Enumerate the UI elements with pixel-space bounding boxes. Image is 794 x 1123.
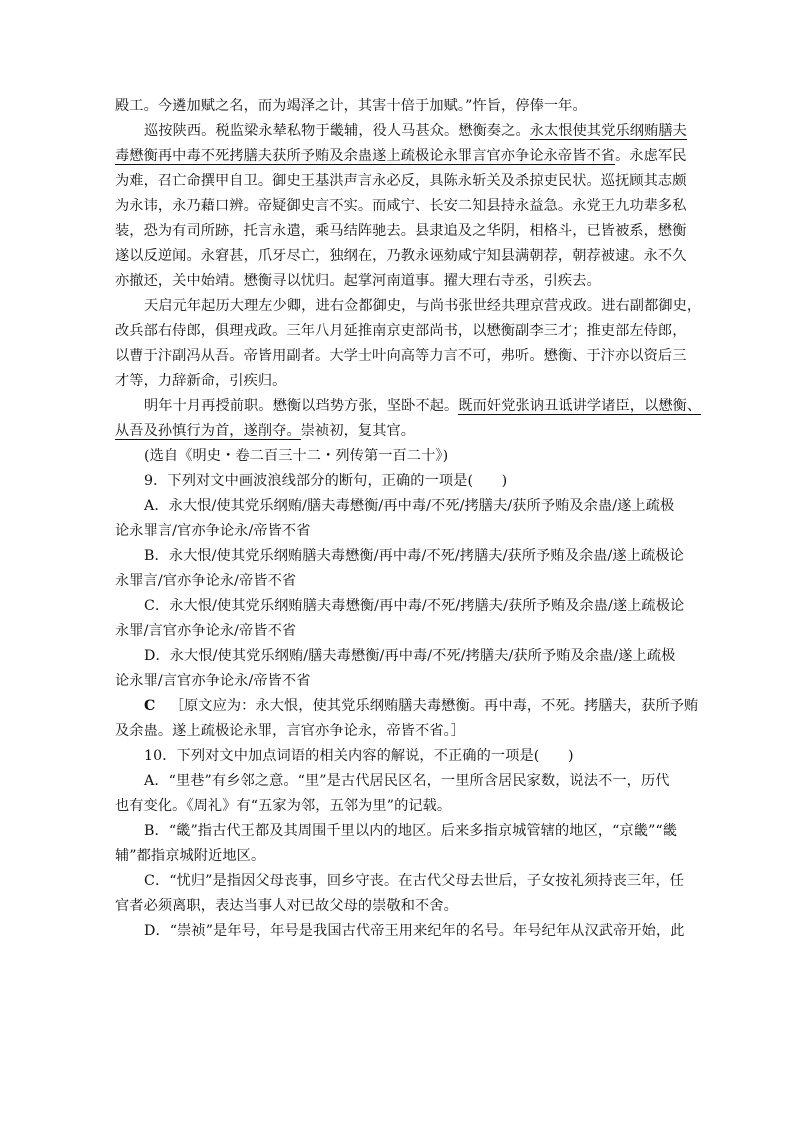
- q9-option-c: C．永大恨/使其党乐纲贿膳夫毒懋衡/再中毒/不死/拷膳夫/获所予贿及余蛊/遂上疏极论: [144, 598, 685, 614]
- q10-option-c-cont: 官者必须离职，表达当事人对已故父母的崇敬和不舍。: [115, 898, 458, 914]
- question-9-stem: 9．下列对文中画波浪线部分的断句，正确的一项是( ): [144, 473, 508, 489]
- passage-line: 才等，力辞新命，引疾归。: [115, 373, 287, 389]
- q9-option-a-cont: 论永罪言/官亦争论永/帝皆不省: [115, 523, 311, 539]
- passage-line: 改兵部右侍郎，俱理戎政。三年八月延推南京吏部尚书，以懋衡副李三才；推吏部左侍郎，: [115, 323, 687, 339]
- q10-option-c: C．“忧归”是指因父母丧事，回乡守丧。在古代父母去世后，子女按礼须持丧三年，任: [144, 873, 685, 889]
- question-10-stem: 10．下列对文中加点词语的相关内容的解说，不正确的一项是( ): [144, 748, 574, 764]
- q9-option-a: A．永大恨/使其党乐纲贿/膳夫毒懋衡/再中毒/不死/拷膳夫/获所予贿及余蛊/遂上疏极: [144, 498, 675, 514]
- q9-answer: [115, 694, 699, 719]
- underlined-text: 既而奸党张讷丑诋讲学诸臣，以懋衡、: [458, 398, 702, 414]
- q10-option-d: D．“崇祯”是年号，年号是我国古代帝王用来纪年的名号。年号纪年从汉武帝开始，此: [144, 923, 685, 939]
- q10-option-b-cont: 辅”都指京城附近地区。: [115, 848, 266, 864]
- passage-line: [115, 144, 687, 169]
- passage-line: [115, 119, 687, 144]
- wavy-underlined-text: 毒懋衡再中毒不死拷膳夫获所予贿及余蛊遂上疏极论永罪言官亦争论永帝皆不省: [115, 148, 616, 164]
- underlined-text: 从吾及孙慎行为首，遂削夺。: [115, 423, 301, 439]
- passage-line: 为难，召亡命撰甲自卫。御史王基洪声言永必反，具陈永斩关及杀掠吏民状。巡抚顾其志颇: [115, 173, 687, 189]
- answer-letter: C: [144, 698, 156, 714]
- passage-text: 。永虑军民: [615, 148, 687, 164]
- document-page: [115, 94, 702, 944]
- q10-option-a-cont: 也有变化。《周礼》有“五家为邻，五邻为里”的记载。: [115, 798, 452, 814]
- q9-answer-cont: 及余蛊。遂上疏极论永罪，言官亦争论永，帝皆不省。］: [115, 723, 466, 739]
- passage-line: 殿工。今遴加赋之名，而为竭泽之计，其害十倍于加赋。”忤旨，停俸一年。: [115, 98, 587, 114]
- passage-text: 巡按陕西。税监梁永辇私物于畿辅，役人马甚众。懋衡奏之。: [144, 123, 530, 139]
- q10-option-b: B．“畿”指古代王都及其周围千里以内的地区。后来多指京城管辖的地区，“京畿”“畿: [144, 823, 678, 839]
- q9-option-d: D．永大恨/使其党乐纲贿/膳夫毒懋衡/再中毒/不死/拷膳夫/获所予贿及余蛊/遂上疏极: [144, 648, 676, 664]
- source-citation: (选自《明史・卷二百三十二・列传第一百二十》): [144, 448, 449, 464]
- q9-option-b: B．永大恨/使其党乐纲贿膳夫毒懋衡/再中毒/不死/拷膳夫/获所予贿及余蛊/遂上疏极论: [144, 548, 684, 564]
- passage-line: 装，恐为有司所跡，托言永遣，乘马结阵驰去。县隶追及之华阴，相格斗，已皆被系，懋衡: [115, 223, 687, 239]
- passage-text: 崇祯初，复其官。: [300, 423, 416, 439]
- wavy-underlined-text: 永太恨使其党乐纲贿膳夫: [529, 123, 687, 139]
- q10-option-a: A．“里巷”有乡邻之意。“里”是古代居民区名，一里所含居民家数，说法不一，历代: [144, 773, 670, 789]
- passage-text: 明年十月再授前职。懋衡以珰势方张，坚卧不起。: [144, 398, 459, 414]
- q9-option-d-cont: 论永罪/言官亦争论永/帝皆不省: [115, 673, 311, 689]
- passage-line: 遂以反逆闻。永窘甚，爪牙尽亡，独纲在，乃教永诬劾咸宁知县满朝荐，朝荐被逮。永不久: [115, 248, 687, 264]
- passage-line: 亦撤还，关中始靖。懋衡寻以忧归。起掌河南道事。擢大理右寺丞，引疾去。: [115, 273, 601, 289]
- passage-line: 以曹于汴副冯从吾。帝皆用副者。大学士叶向高等力言不可，弗听。懋衡、于汴亦以资后三: [115, 348, 687, 364]
- q9-option-b-cont: 永罪言/官亦争论永/帝皆不省: [115, 573, 297, 589]
- passage-line: 为永讳，永乃藉口辨。帝疑御史言不实。而咸宁、长安二知县持永益急。永党王九功辈多私: [115, 198, 687, 214]
- answer-explanation: ［原文应为：永大恨，使其党乐纲贿膳夫毒懋衡。再中毒，不死。拷膳夫，获所予贿: [169, 698, 699, 714]
- passage-line: 天启元年起历大理左少卿，进右佥都御史，与尚书张世经共理京营戎政。进右副都御史，: [144, 298, 702, 314]
- passage-line: [115, 394, 702, 419]
- passage-line: [115, 419, 687, 444]
- q9-option-c-cont: 永罪/言官亦争论永/帝皆不省: [115, 623, 297, 639]
